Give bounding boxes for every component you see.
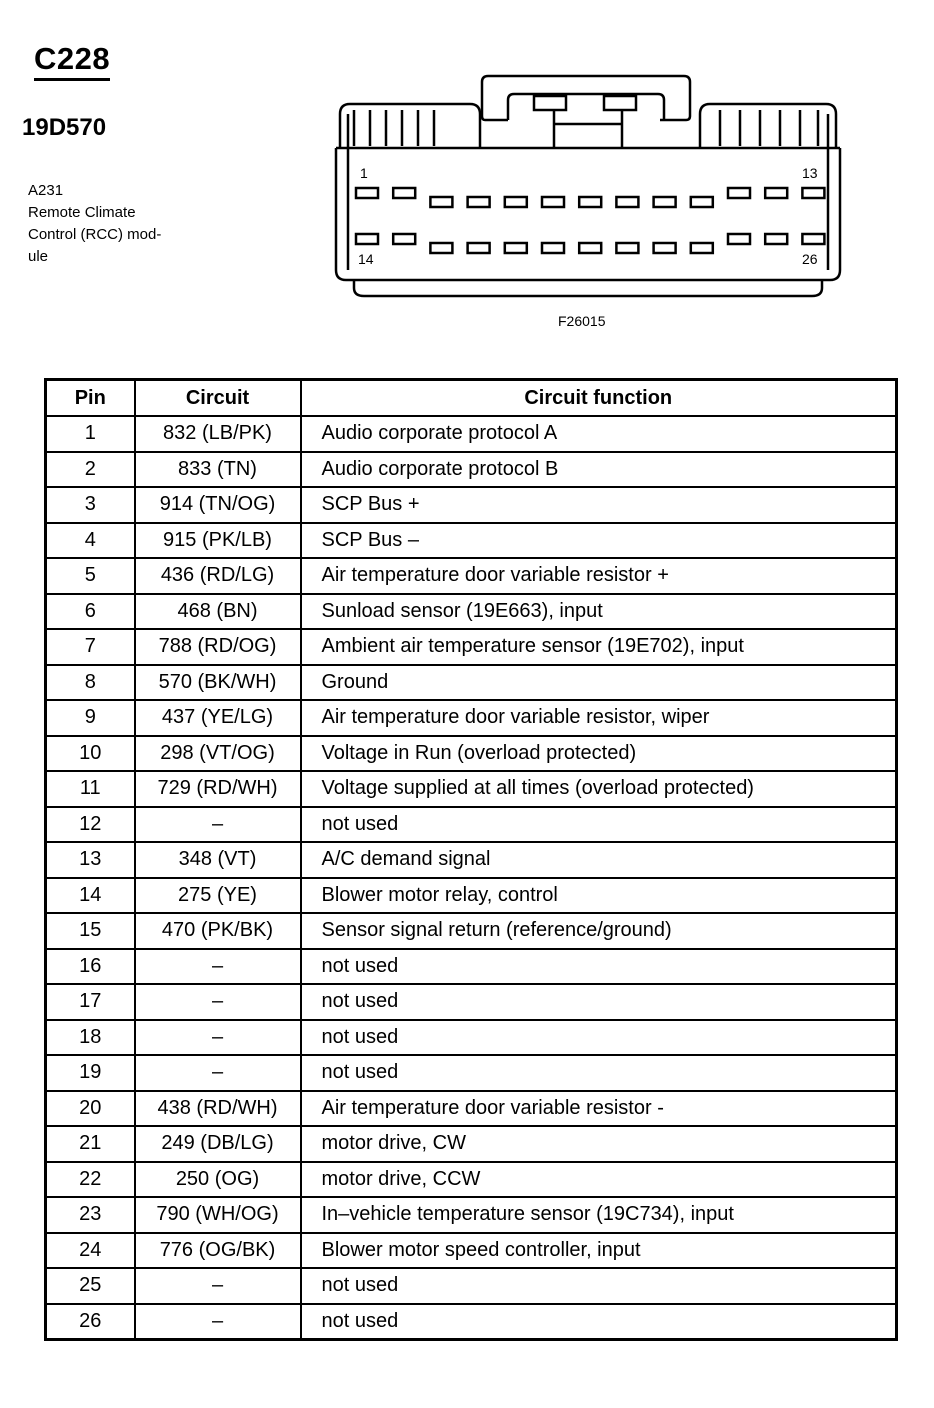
table-row <box>46 878 897 914</box>
pin-cavity <box>616 243 638 253</box>
function-cell: Blower motor speed controller, input <box>301 1233 897 1269</box>
pin-cavity <box>765 188 787 198</box>
function-cell: not used <box>301 1020 897 1056</box>
circuit-cell: 438 (RD/WH) <box>135 1091 301 1127</box>
function-cell: not used <box>301 1055 897 1091</box>
column-header-function: Circuit function <box>301 380 897 417</box>
function-cell: SCP Bus – <box>301 523 897 559</box>
table-row <box>46 416 897 452</box>
table-row <box>46 1055 897 1091</box>
function-cell: Audio corporate protocol A <box>301 416 897 452</box>
pin-label-13: 13 <box>802 165 818 181</box>
component-line: ule <box>28 248 49 265</box>
table-row <box>46 771 897 807</box>
circuit-cell: 833 (TN) <box>135 452 301 488</box>
pin-cell: 20 <box>46 1091 135 1127</box>
circuit-cell: 570 (BK/WH) <box>135 665 301 701</box>
table-row <box>46 1197 897 1233</box>
pin-cavity <box>393 234 415 244</box>
pin-cavity <box>579 197 601 207</box>
pin-cell: 11 <box>46 771 135 807</box>
circuit-cell: 275 (YE) <box>135 878 301 914</box>
circuit-cell: – <box>135 1020 301 1056</box>
pin-cavity <box>616 197 638 207</box>
function-cell: not used <box>301 1268 897 1304</box>
table-row <box>46 736 897 772</box>
circuit-cell: – <box>135 1268 301 1304</box>
circuit-cell: – <box>135 1304 301 1340</box>
pin-cavity <box>691 243 713 253</box>
table-row <box>46 1162 897 1198</box>
circuit-cell: 729 (RD/WH) <box>135 771 301 807</box>
circuit-cell: 915 (PK/LB) <box>135 523 301 559</box>
component-line: Remote Climate <box>28 204 136 221</box>
pin-cavity <box>542 197 564 207</box>
table-row <box>46 949 897 985</box>
circuit-cell: – <box>135 807 301 843</box>
function-cell: not used <box>301 949 897 985</box>
pin-cell: 12 <box>46 807 135 843</box>
circuit-cell: 788 (RD/OG) <box>135 629 301 665</box>
table-row <box>46 1304 897 1340</box>
pin-cavity <box>728 188 750 198</box>
pin-cell: 24 <box>46 1233 135 1269</box>
table-row <box>46 1020 897 1056</box>
table-row <box>46 807 897 843</box>
pin-cavity <box>356 234 378 244</box>
function-cell: SCP Bus + <box>301 487 897 523</box>
circuit-cell: – <box>135 1055 301 1091</box>
pin-cell: 16 <box>46 949 135 985</box>
function-cell: motor drive, CCW <box>301 1162 897 1198</box>
component-description <box>28 180 198 268</box>
figure-reference: F26015 <box>558 313 606 329</box>
component-line: A231 <box>28 182 64 199</box>
circuit-cell: 468 (BN) <box>135 594 301 630</box>
pin-cell: 13 <box>46 842 135 878</box>
connector-latch <box>482 76 690 120</box>
function-cell: Air temperature door variable resistor + <box>301 558 897 594</box>
pin-cell: 14 <box>46 878 135 914</box>
circuit-cell: 470 (PK/BK) <box>135 913 301 949</box>
pin-cell: 2 <box>46 452 135 488</box>
pin-cell: 3 <box>46 487 135 523</box>
pin-cell: 18 <box>46 1020 135 1056</box>
function-cell: Audio corporate protocol B <box>301 452 897 488</box>
pin-cavity <box>393 188 415 198</box>
function-cell: Ground <box>301 665 897 701</box>
latch-tab-right <box>604 96 636 110</box>
function-cell: Voltage in Run (overload protected) <box>301 736 897 772</box>
pin-cavity <box>802 188 824 198</box>
table-header-row <box>46 380 897 417</box>
pin-cell: 6 <box>46 594 135 630</box>
pin-cell: 10 <box>46 736 135 772</box>
function-cell: not used <box>301 984 897 1020</box>
circuit-cell: 250 (OG) <box>135 1162 301 1198</box>
connector-id: C228 <box>34 42 110 81</box>
pin-cell: 17 <box>46 984 135 1020</box>
pin-cavity <box>802 234 824 244</box>
latch-tab-left <box>534 96 566 110</box>
function-cell: Sunload sensor (19E663), input <box>301 594 897 630</box>
pin-cell: 23 <box>46 1197 135 1233</box>
table-row <box>46 1091 897 1127</box>
pin-label-26: 26 <box>802 251 818 267</box>
table-row <box>46 842 897 878</box>
connector-housing <box>336 148 840 280</box>
circuit-cell: – <box>135 984 301 1020</box>
pinout-table <box>44 378 898 1341</box>
pin-cell: 4 <box>46 523 135 559</box>
function-cell: Blower motor relay, control <box>301 878 897 914</box>
function-cell: not used <box>301 807 897 843</box>
pin-cavity <box>728 234 750 244</box>
circuit-cell: 436 (RD/LG) <box>135 558 301 594</box>
pin-cavity <box>430 243 452 253</box>
circuit-cell: 832 (LB/PK) <box>135 416 301 452</box>
pin-label-1: 1 <box>360 165 368 181</box>
column-header-pin: Pin <box>46 380 135 417</box>
table-row <box>46 523 897 559</box>
function-cell: Air temperature door variable resistor, wiper <box>301 700 897 736</box>
table-row <box>46 629 897 665</box>
table-row <box>46 984 897 1020</box>
pin-cavity <box>691 197 713 207</box>
pin-cavity <box>579 243 601 253</box>
pin-cell: 25 <box>46 1268 135 1304</box>
pin-cell: 1 <box>46 416 135 452</box>
pin-cell: 22 <box>46 1162 135 1198</box>
function-cell: A/C demand signal <box>301 842 897 878</box>
function-cell: Air temperature door variable resistor - <box>301 1091 897 1127</box>
pin-label-14: 14 <box>358 251 374 267</box>
table-row <box>46 1126 897 1162</box>
pin-cell: 15 <box>46 913 135 949</box>
pin-cell: 19 <box>46 1055 135 1091</box>
table-row <box>46 913 897 949</box>
column-header-circuit: Circuit <box>135 380 301 417</box>
table-row <box>46 700 897 736</box>
circuit-cell: 914 (TN/OG) <box>135 487 301 523</box>
circuit-cell: 298 (VT/OG) <box>135 736 301 772</box>
circuit-cell: – <box>135 949 301 985</box>
pin-cell: 8 <box>46 665 135 701</box>
table-row <box>46 594 897 630</box>
pin-cavity <box>356 188 378 198</box>
function-cell: Ambient air temperature sensor (19E702), input <box>301 629 897 665</box>
function-cell: In–vehicle temperature sensor (19C734), input <box>301 1197 897 1233</box>
pin-cavity <box>542 243 564 253</box>
pin-cavity <box>505 243 527 253</box>
component-line: Control (RCC) mod- <box>28 226 162 243</box>
circuit-cell: 776 (OG/BK) <box>135 1233 301 1269</box>
function-cell: motor drive, CW <box>301 1126 897 1162</box>
table-row <box>46 1268 897 1304</box>
pin-cavity <box>765 234 787 244</box>
table-row <box>46 558 897 594</box>
pin-cavity <box>468 197 490 207</box>
table-row <box>46 665 897 701</box>
table-row <box>46 487 897 523</box>
function-cell: Voltage supplied at all times (overload protected) <box>301 771 897 807</box>
connector-face-diagram <box>330 70 850 305</box>
circuit-cell: 790 (WH/OG) <box>135 1197 301 1233</box>
pin-cell: 9 <box>46 700 135 736</box>
pin-cavity <box>654 243 676 253</box>
function-cell: Sensor signal return (reference/ground) <box>301 913 897 949</box>
pin-cell: 26 <box>46 1304 135 1340</box>
pin-cavity <box>505 197 527 207</box>
part-number: 19D570 <box>22 114 107 141</box>
pin-cell: 21 <box>46 1126 135 1162</box>
pin-cavity <box>468 243 490 253</box>
pin-cell: 5 <box>46 558 135 594</box>
pin-cavity <box>654 197 676 207</box>
circuit-cell: 437 (YE/LG) <box>135 700 301 736</box>
circuit-cell: 348 (VT) <box>135 842 301 878</box>
table-row <box>46 1233 897 1269</box>
table-row <box>46 452 897 488</box>
pin-cavity <box>430 197 452 207</box>
pin-cell: 7 <box>46 629 135 665</box>
function-cell: not used <box>301 1304 897 1340</box>
circuit-cell: 249 (DB/LG) <box>135 1126 301 1162</box>
